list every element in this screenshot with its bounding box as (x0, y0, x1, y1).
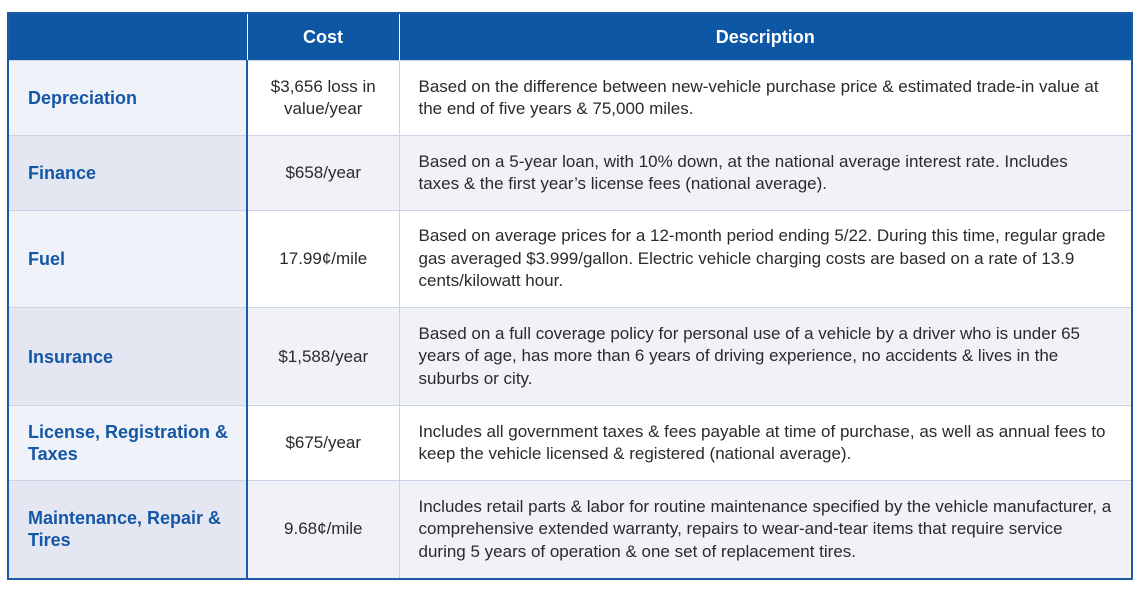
row-category: Depreciation (8, 61, 247, 136)
table-row-depreciation (8, 61, 1132, 136)
row-cost (247, 61, 399, 136)
row-description: Based on a 5-year loan, with 10% down, at the national average interest rate. Includes taxes & the first year’s license fees (national average). (399, 136, 1132, 211)
cost-value: $3,656 loss in value/year (270, 77, 376, 118)
header-description: Description (399, 13, 1132, 61)
vehicle-cost-table (7, 12, 1133, 580)
row-category: Fuel (8, 211, 247, 308)
row-cost: 9.68¢/mile (247, 481, 399, 579)
row-category: Finance (8, 136, 247, 211)
header-row (8, 13, 1132, 61)
row-description: Includes retail parts & labor for routine maintenance specified by the vehicle manufacturer, a comprehensive extended warranty, repairs to wear-and-tear items that require service during 5 years of operation & one set of replacement tires. (399, 481, 1132, 579)
table-row-finance (8, 136, 1132, 211)
table-row-fuel (8, 211, 1132, 308)
table-header (8, 13, 1132, 61)
row-category: License, Registration & Taxes (8, 406, 247, 481)
row-description: Includes all government taxes & fees payable at time of purchase, as well as annual fees to keep the vehicle licensed & registered (national average). (399, 406, 1132, 481)
row-category: Insurance (8, 308, 247, 406)
row-description: Based on a full coverage policy for personal use of a vehicle by a driver who is under 65 years of age, has more than 6 years of driving experience, no accidents & lives in the suburbs or city. (399, 308, 1132, 406)
header-cost: Cost (247, 13, 399, 61)
row-category: Maintenance, Repair & Tires (8, 481, 247, 579)
row-cost: $1,588/year (247, 308, 399, 406)
row-description: Based on average prices for a 12-month period ending 5/22. During this time, regular grade gas averaged $3.999/gallon. Electric vehicle charging costs are based on a rate of 13.9 cents/kilowatt hour. (399, 211, 1132, 308)
row-cost: $675/year (247, 406, 399, 481)
row-description: Based on the difference between new-vehicle purchase price & estimated trade-in value at the end of five years & 75,000 miles. (399, 61, 1132, 136)
row-cost: 17.99¢/mile (247, 211, 399, 308)
table-row-insurance (8, 308, 1132, 406)
header-category (8, 13, 247, 61)
row-cost: $658/year (247, 136, 399, 211)
table-row-license (8, 406, 1132, 481)
table-body (8, 61, 1132, 579)
table-row-maintenance (8, 481, 1132, 579)
